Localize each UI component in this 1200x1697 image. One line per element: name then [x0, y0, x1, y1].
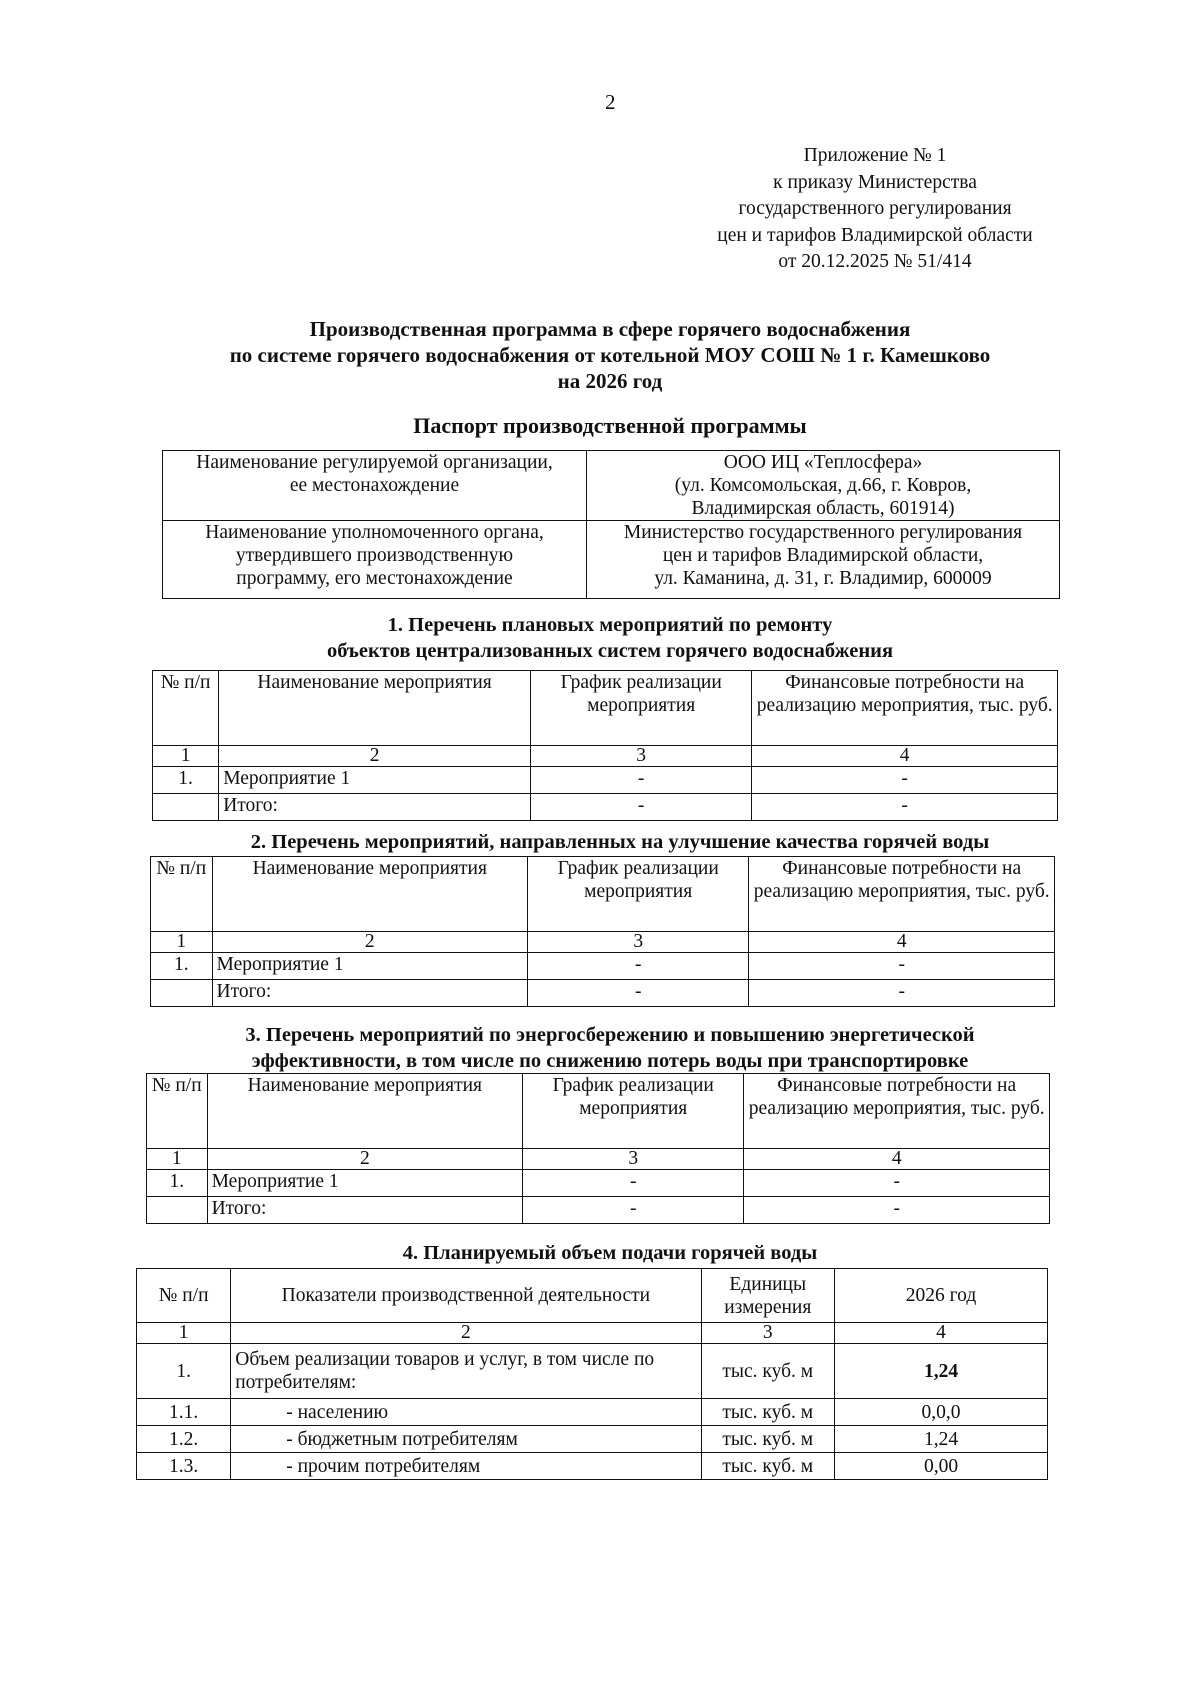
- table-cell: 1.: [151, 953, 213, 980]
- column-number-row: [151, 932, 1055, 953]
- column-number: 2: [219, 746, 531, 767]
- column-header: Показатели производственной деятельности: [231, 1269, 701, 1323]
- table-cell: Мероприятие 1: [219, 767, 531, 794]
- passport-label: [163, 521, 587, 599]
- table-cell: тыс. куб. м: [701, 1426, 834, 1453]
- text-line: Владимирская область, 601914): [691, 498, 955, 519]
- table-cell: -: [523, 1197, 744, 1224]
- table-cell: -: [749, 980, 1055, 1007]
- title-line: 2. Перечень мероприятий, направленных на улучшение качества горячей воды: [250, 831, 990, 853]
- passport-row: [163, 521, 1060, 599]
- table-cell: 1.2.: [137, 1426, 231, 1453]
- table-row: [137, 1399, 1048, 1426]
- table-cell: Итого:: [212, 980, 527, 1007]
- column-header: Наименование мероприятия: [207, 1074, 522, 1149]
- table-cell: 1.: [147, 1170, 208, 1197]
- text-line: Министерство государственного регулирования: [623, 522, 1023, 543]
- text-line: ее местонахождение: [289, 475, 460, 496]
- table-row: [147, 1170, 1050, 1197]
- title-line: 1. Перечень плановых мероприятий по ремонту: [387, 614, 833, 636]
- column-number: 4: [752, 746, 1058, 767]
- table-row: [151, 980, 1055, 1007]
- column-header: График реализации мероприятия: [530, 671, 751, 746]
- appendix-line: Приложение № 1: [803, 145, 947, 166]
- table-cell: Объем реализации товаров и услуг, в том числе по потребителям:: [231, 1344, 701, 1399]
- table-row: [151, 953, 1055, 980]
- column-number: 3: [701, 1323, 834, 1344]
- passport-value: [587, 521, 1060, 599]
- column-number: 4: [749, 932, 1055, 953]
- title-line: эффективности, в том числе по снижению потерь воды при транспортировке: [251, 1050, 969, 1072]
- column-number: 3: [530, 746, 751, 767]
- column-number: 2: [212, 932, 527, 953]
- column-number: 1: [153, 746, 219, 767]
- header-row: [147, 1074, 1050, 1149]
- appendix-line: государственного регулирования: [738, 198, 1012, 219]
- title-line: объектов централизованных систем горячего водоснабжения: [326, 640, 894, 662]
- column-number-row: [153, 746, 1058, 767]
- column-number: 2: [207, 1149, 522, 1170]
- table-cell: -: [530, 767, 751, 794]
- passport-row: [163, 451, 1060, 521]
- header-row: [151, 857, 1055, 932]
- table-row: [137, 1453, 1048, 1480]
- column-header: График реализации мероприятия: [523, 1074, 744, 1149]
- volume-table: [136, 1268, 1048, 1480]
- text-line: (ул. Комсомольская, д.66, г. Ковров,: [674, 475, 972, 496]
- column-header: 2026 год: [835, 1269, 1048, 1323]
- table-cell: тыс. куб. м: [701, 1344, 834, 1399]
- appendix-line: к приказу Министерства: [773, 171, 977, 193]
- text-line: Наименование уполномоченного органа,: [205, 522, 544, 543]
- section-title: 4. Планируемый объем подачи горячей воды: [402, 1242, 818, 1264]
- table-cell: -: [752, 767, 1058, 794]
- table-cell: 1,24: [835, 1426, 1048, 1453]
- table-cell: 1.1.: [137, 1399, 231, 1426]
- text-line: цен и тарифов Владимирской области,: [662, 545, 984, 566]
- text-line: Наименование регулируемой организации,: [196, 452, 553, 473]
- title-line: на 2026 год: [557, 369, 663, 393]
- column-header: № п/п: [153, 671, 219, 746]
- column-header: График реализации мероприятия: [528, 857, 749, 932]
- table-row: [137, 1426, 1048, 1453]
- column-header: Финансовые потребности на реализацию мероприятия, тыс. руб.: [749, 857, 1055, 932]
- passport-table: [162, 450, 1060, 599]
- column-number: 3: [523, 1149, 744, 1170]
- table-cell: -: [530, 794, 751, 821]
- table-row: [153, 767, 1058, 794]
- table-cell: -: [744, 1197, 1050, 1224]
- text-line: утвердившего производственную: [235, 545, 514, 566]
- table-cell: тыс. куб. м: [701, 1453, 834, 1480]
- table-cell: -: [744, 1170, 1050, 1197]
- table-cell: -: [749, 953, 1055, 980]
- appendix-line: цен и тарифов Владимирской области: [717, 224, 1033, 246]
- column-number: 1: [151, 932, 213, 953]
- measures-table: [150, 856, 1055, 1007]
- text-line: ООО ИЦ «Теплосфера»: [723, 452, 923, 473]
- table-cell: 1,24: [835, 1344, 1048, 1399]
- column-number: 4: [835, 1323, 1048, 1344]
- table-row: [153, 794, 1058, 821]
- section-title: [150, 612, 1070, 664]
- column-header: Наименование мероприятия: [212, 857, 527, 932]
- passport-value: [587, 451, 1060, 521]
- passport-heading: Паспорт производственной программы: [413, 413, 807, 438]
- table-cell: - населению: [231, 1399, 701, 1426]
- table-cell: -: [752, 794, 1058, 821]
- table-cell: тыс. куб. м: [701, 1399, 834, 1426]
- measures-table: [152, 670, 1058, 821]
- table-row: [137, 1344, 1048, 1399]
- column-header: Наименование мероприятия: [219, 671, 531, 746]
- section-title: [150, 829, 1090, 855]
- table-cell: -: [528, 980, 749, 1007]
- column-number: 4: [744, 1149, 1050, 1170]
- appendix-block: [680, 143, 1070, 276]
- column-header: Финансовые потребности на реализацию мероприятия, тыс. руб.: [752, 671, 1058, 746]
- appendix-line: от 20.12.2025 № 51/414: [778, 251, 972, 272]
- column-header: № п/п: [137, 1269, 231, 1323]
- table-cell: [147, 1197, 208, 1224]
- header-row: [153, 671, 1058, 746]
- page-number: 2: [605, 90, 616, 114]
- header-row: [137, 1269, 1048, 1323]
- table-cell: [153, 794, 219, 821]
- column-header: Единицы измерения: [701, 1269, 834, 1323]
- title-line: Производственная программа в сфере горячего водоснабжения: [309, 317, 911, 341]
- column-header: № п/п: [147, 1074, 208, 1149]
- table-cell: 1.: [153, 767, 219, 794]
- column-number: 2: [231, 1323, 701, 1344]
- table-cell: [151, 980, 213, 1007]
- table-cell: Мероприятие 1: [207, 1170, 522, 1197]
- section-title: [150, 1022, 1070, 1074]
- table-cell: 1.: [137, 1344, 231, 1399]
- passport-label: [163, 451, 587, 521]
- column-number-row: [147, 1149, 1050, 1170]
- column-header: Финансовые потребности на реализацию мероприятия, тыс. руб.: [744, 1074, 1050, 1149]
- column-header: № п/п: [151, 857, 213, 932]
- table-cell: Мероприятие 1: [212, 953, 527, 980]
- table-cell: Итого:: [207, 1197, 522, 1224]
- table-cell: 0,00: [835, 1453, 1048, 1480]
- measures-table: [146, 1073, 1050, 1224]
- title-line: 3. Перечень мероприятий по энергосбережению и повышению энергетической: [245, 1024, 975, 1046]
- column-number: 1: [137, 1323, 231, 1344]
- column-number-row: [137, 1323, 1048, 1344]
- text-line: программу, его местонахождение: [236, 568, 513, 589]
- table-cell: 1.3.: [137, 1453, 231, 1480]
- document-title: [150, 316, 1070, 394]
- table-row: [147, 1197, 1050, 1224]
- title-line: по системе горячего водоснабжения от котельной МОУ СОШ № 1 г. Камешково: [229, 343, 991, 367]
- table-cell: -: [523, 1170, 744, 1197]
- table-cell: - прочим потребителям: [231, 1453, 701, 1480]
- table-cell: Итого:: [219, 794, 531, 821]
- column-number: 1: [147, 1149, 208, 1170]
- table-cell: 0,0,0: [835, 1399, 1048, 1426]
- text-line: ул. Каманина, д. 31, г. Владимир, 600009: [654, 568, 992, 589]
- table-cell: -: [528, 953, 749, 980]
- table-cell: - бюджетным потребителям: [231, 1426, 701, 1453]
- column-number: 3: [528, 932, 749, 953]
